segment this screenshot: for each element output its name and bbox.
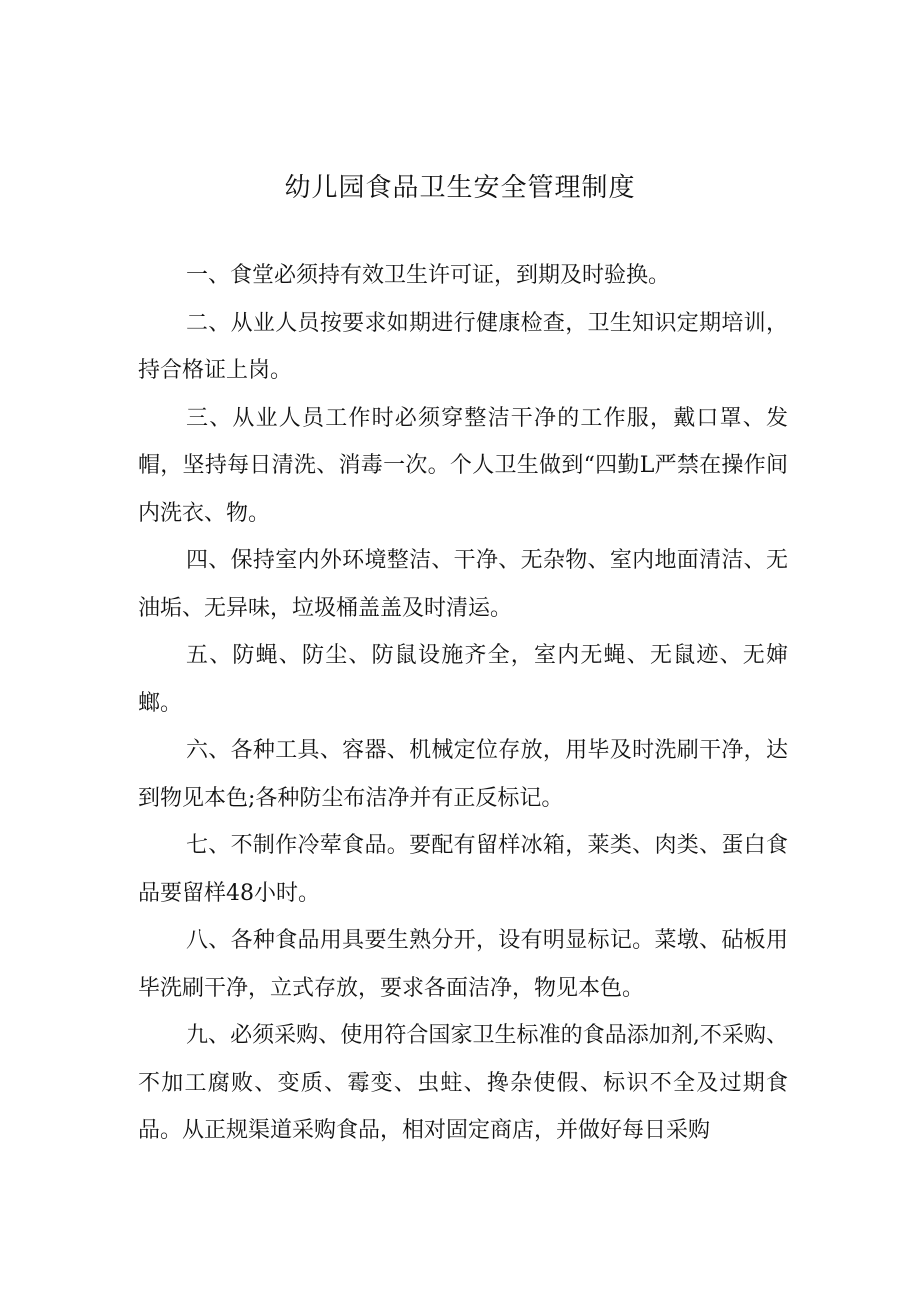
paragraph-2: 二、从业人员按要求如期进行健康检查，卫生知识定期培训，持合格证上岗。 xyxy=(138,310,788,383)
paragraph-1: 一、食堂必须持有效卫生许可证，到期及时验换。 xyxy=(186,263,671,288)
paragraph-6: 六、各种工具、容器、机械定位存放，用毕及时洗刷干净，达到物见本色;各种防尘布洁净并有正反标记。 xyxy=(138,738,788,811)
paragraph-4: 四、保持室内外环境整洁、干净、无杂物、室内地面清洁、无油垢、无异味，垃圾桶盖盖及时清运。 xyxy=(138,548,788,621)
paragraph-7: 七、不制作冷荤食品。要配有留样冰箱，莱类、肉类、蛋白食品要留样48小时。 xyxy=(138,833,788,906)
paragraph-9: 九、必须采购、使用符合国家卫生标准的食品添加剂,不采购、不加工腐败、变质、霉变、虫蛀、搀杂使假、标识不全及过期食品。从正规渠道采购食品，相对固定商店，并做好每日采购 xyxy=(138,1023,788,1143)
paragraph-5: 五、防蝇、防尘、防鼠设施齐全，室内无蝇、无鼠迹、无婶螂。 xyxy=(138,643,788,716)
paragraph-8: 八、各种食品用具要生熟分开，设有明显标记。菜墩、砧板用毕洗刷干净，立式存放，要求各面洁净，物见本色。 xyxy=(138,928,788,1001)
document-title: 幼儿园食品卫生安全管理制度 xyxy=(284,173,636,203)
paragraph-3: 三、从业人员工作时必须穿整洁干净的工作服，戴口罩、发帽，坚持每日清洗、消毒一次。个人卫生做到“四勤L严禁在操作间内洗衣、物。 xyxy=(138,405,788,526)
document-body xyxy=(138,252,788,1155)
